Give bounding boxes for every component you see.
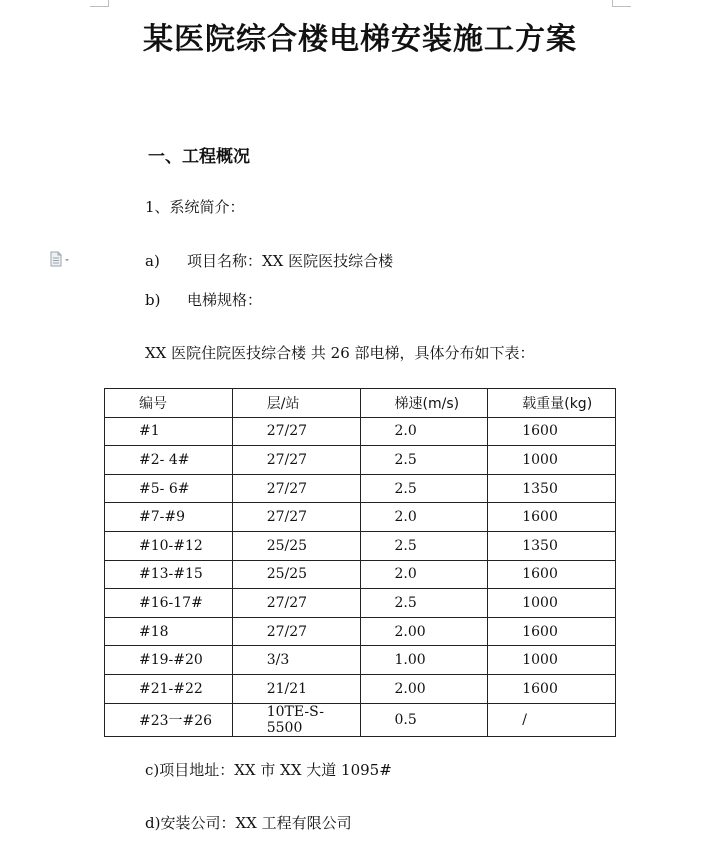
cell-speed: 0.5 <box>360 703 488 736</box>
cell-speed: 2.5 <box>360 589 488 618</box>
header-load: 载重量(kg) <box>488 389 616 418</box>
cell-speed: 2.0 <box>360 503 488 532</box>
cell-id: #1 <box>105 417 233 446</box>
cell-floors: 27/27 <box>232 474 360 503</box>
cell-floors: 21/21 <box>232 674 360 703</box>
cell-floors: 27/27 <box>232 417 360 446</box>
item-b-label: b) <box>145 291 161 309</box>
section-heading: 一、工程概况 <box>148 147 250 167</box>
page-corner-mark-right <box>612 0 631 7</box>
item-project-address: c)项目地址：XX 市 XX 大道 1095# <box>145 761 392 779</box>
cell-floors: 10TE-S-5500 <box>232 703 360 736</box>
document-title: 某医院综合楼电梯安装施工方案 <box>143 22 577 57</box>
cell-speed: 2.5 <box>360 446 488 475</box>
table-row <box>105 646 616 675</box>
cell-id: #10-#12 <box>105 531 233 560</box>
cell-id: #16-17# <box>105 589 233 618</box>
table-header-row <box>105 389 616 418</box>
header-speed: 梯速(m/s) <box>360 389 488 418</box>
table-row <box>105 446 616 475</box>
item-b-text: 电梯规格： <box>187 291 263 309</box>
item-a-label: a) <box>145 252 160 270</box>
item-a-text: 项目名称：XX 医院医技综合楼 <box>187 252 394 270</box>
cell-floors: 25/25 <box>232 560 360 589</box>
cell-load: 1000 <box>488 646 616 675</box>
cell-floors: 27/27 <box>232 617 360 646</box>
item-project-name <box>145 250 393 271</box>
cell-id: #21-#22 <box>105 674 233 703</box>
cell-floors: 25/25 <box>232 531 360 560</box>
cell-id: #5- 6# <box>105 474 233 503</box>
cell-id: #18 <box>105 617 233 646</box>
item-system-intro: 1、系统简介： <box>145 198 245 216</box>
cell-id: #23一#26 <box>105 703 233 736</box>
cell-speed: 2.5 <box>360 474 488 503</box>
table-intro: XX 医院住院医技综合楼 共 26 部电梯，具体分布如下表： <box>145 344 535 362</box>
table-row <box>105 503 616 532</box>
cell-id: #2- 4# <box>105 446 233 475</box>
cell-load: 1350 <box>488 474 616 503</box>
item-elevator-spec <box>145 289 262 310</box>
cell-floors: 27/27 <box>232 589 360 618</box>
cell-load: 1600 <box>488 560 616 589</box>
cell-load: 1600 <box>488 503 616 532</box>
cell-speed: 1.00 <box>360 646 488 675</box>
item-installer: d)安装公司：XX 工程有限公司 <box>145 814 352 832</box>
table-row <box>105 474 616 503</box>
cell-speed: 2.0 <box>360 417 488 446</box>
header-id: 编号 <box>105 389 233 418</box>
elevator-spec-table <box>104 388 616 737</box>
header-floors: 层/站 <box>232 389 360 418</box>
table-row <box>105 560 616 589</box>
table-row <box>105 617 616 646</box>
table-row <box>105 674 616 703</box>
cell-floors: 27/27 <box>232 446 360 475</box>
cell-floors: 3/3 <box>232 646 360 675</box>
cell-speed: 2.5 <box>360 531 488 560</box>
cell-id: #19-#20 <box>105 646 233 675</box>
cell-load: 1600 <box>488 674 616 703</box>
cell-load: 1350 <box>488 531 616 560</box>
cell-floors: 27/27 <box>232 503 360 532</box>
cell-load: 1600 <box>488 417 616 446</box>
cell-id: #13-#15 <box>105 560 233 589</box>
table-row <box>105 703 616 736</box>
table-row <box>105 417 616 446</box>
cell-id: #7-#9 <box>105 503 233 532</box>
cell-speed: 2.00 <box>360 617 488 646</box>
cell-speed: 2.0 <box>360 560 488 589</box>
table-row <box>105 589 616 618</box>
cell-load: 1600 <box>488 617 616 646</box>
cell-load: 1000 <box>488 446 616 475</box>
cell-load: 1000 <box>488 589 616 618</box>
cell-load: / <box>488 703 616 736</box>
cell-speed: 2.00 <box>360 674 488 703</box>
page-corner-mark-left <box>90 0 109 7</box>
table-row <box>105 531 616 560</box>
document-icon[interactable] <box>50 251 70 267</box>
